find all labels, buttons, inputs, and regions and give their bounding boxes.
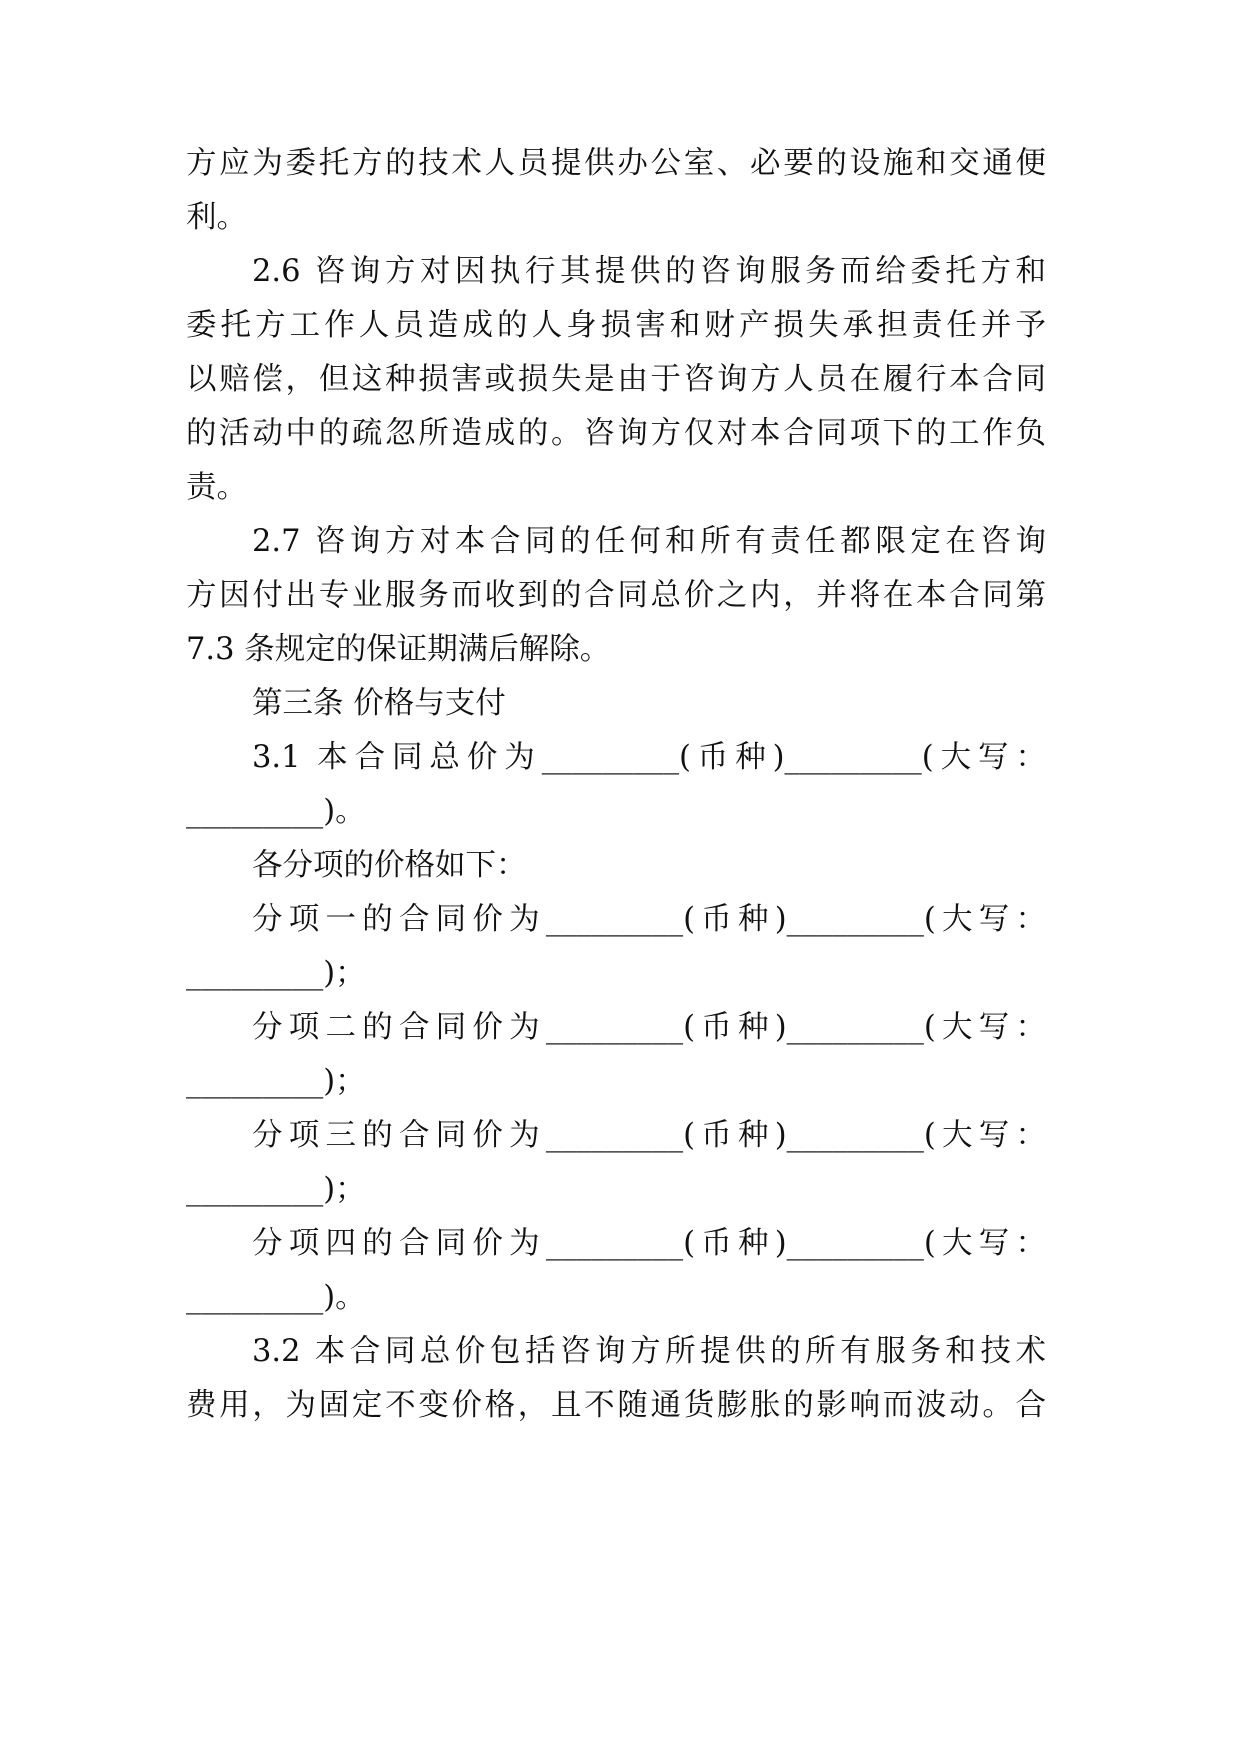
section-heading: 第三条 价格与支付 [252,686,506,721]
text-line: 方应为委托方的技术人员提供办公室、必要的设施和交通便 [186,146,1046,181]
text-line: _________)。 [186,794,366,829]
text-line: 方因付出专业服务而收到的合同总价之内，并将在本合同第 [186,578,1046,613]
text-line: 利。 [186,200,247,235]
text-line: 3.1 本合同总价为_________(币种)_________(大写： [252,740,1046,775]
text-line: _________)； [186,1172,366,1207]
text-line: 分项四的合同价为_________(币种)_________(大写： [252,1226,1046,1261]
text-line: 分项三的合同价为_________(币种)_________(大写： [252,1118,1046,1153]
text-line: _________)。 [186,1280,366,1315]
text-line: 各分项的价格如下： [252,848,527,883]
text-line: 以赔偿，但这种损害或损失是由于咨询方人员在履行本合同 [186,362,1046,397]
text-line: 分项二的合同价为_________(币种)_________(大写： [252,1010,1046,1045]
text-line: 2.6 咨询方对因执行其提供的咨询服务而给委托方和 [252,254,1046,289]
text-line: 费用，为固定不变价格，且不随通货膨胀的影响而波动。合 [186,1388,1046,1423]
text-line: 分项一的合同价为_________(币种)_________(大写： [252,902,1046,937]
text-line: 责。 [186,470,247,505]
text-line: 委托方工作人员造成的人身损害和财产损失承担责任并予 [186,308,1046,343]
text-line: 2.7 咨询方对本合同的任何和所有责任都限定在咨询 [252,524,1046,559]
text-line: 3.2 本合同总价包括咨询方所提供的所有服务和技术 [252,1334,1046,1369]
text-line: _________)； [186,1064,366,1099]
text-line: 7.3 条规定的保证期满后解除。 [186,632,611,667]
text-line: _________)； [186,956,366,991]
text-line: 的活动中的疏忽所造成的。咨询方仅对本合同项下的工作负 [186,416,1046,451]
